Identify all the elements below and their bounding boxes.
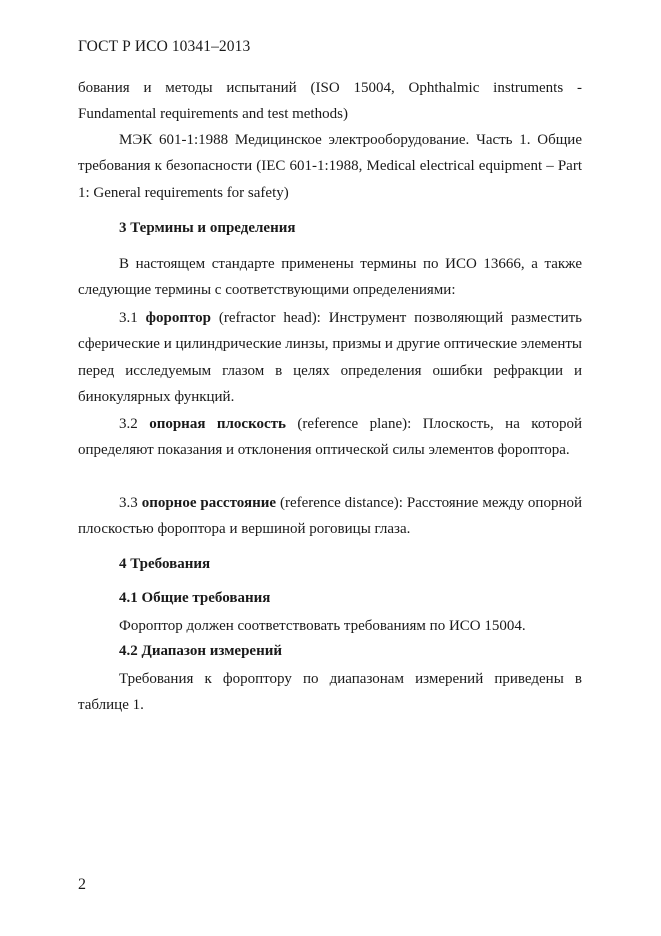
page-number: 2 (78, 876, 86, 893)
definition-term: фороптор (145, 310, 212, 326)
definition-number: 3.3 (119, 495, 138, 511)
section-3-heading: 3 Термины и определения (119, 220, 296, 236)
definition-3-1 (78, 305, 582, 410)
section-4-heading: 4 Требования (119, 556, 211, 572)
definition-term: опорное расстояние (141, 495, 277, 511)
definition-text: (reference distance): Расстояние между опорной плоскостью фороптора и вершиной роговицы глаза. (78, 495, 582, 538)
definition-text: (reference plane): Плоскость, на которой определяют показания и отклонения оптической силы элементов фороптора. (78, 416, 583, 459)
section-4-2-heading: 4.2 Диапазон измерений (119, 643, 283, 659)
paragraph-continuation: бования и методы испытаний (ISO 15004, Ophthalmic instruments - Fundamental requirements and test methods) (78, 80, 582, 123)
definition-term: опорная плоскость (149, 416, 286, 432)
definition-number: 3.1 (119, 310, 138, 326)
paragraph-iec-reference: МЭК 601-1:1988 Медицинское электрооборудование. Часть 1. Общие требования к безопасности (IEC 601-1:1988, Medical electrical equipment – Part 1: General requirements for safety) (78, 132, 582, 201)
definition-number: 3.2 (119, 416, 138, 432)
standard-header: ГОСТ Р ИСО 10341–2013 (78, 38, 251, 55)
section-4-1-heading: 4.1 Общие требования (119, 590, 271, 606)
paragraph-4-1: Фороптор должен соответствовать требованиям по ИСО 15004. (119, 618, 526, 634)
definition-text: (refractor head): Инструмент позволяющий разместить сферические и цилиндрические линзы, призмы и другие оптические элементы перед исследуемым глазом в целях определения ошибки рефракции и бинокулярных функций. (78, 310, 583, 405)
definition-3-2 (78, 411, 582, 464)
paragraph-terms-intro: В настоящем стандарте применены термины по ИСО 13666, а также следующие термины с соответствующими определениями: (78, 256, 582, 299)
definition-3-3 (78, 490, 582, 543)
paragraph-4-2: Требования к фороптору по диапазонам измерений приведены в таблице 1. (78, 671, 582, 714)
